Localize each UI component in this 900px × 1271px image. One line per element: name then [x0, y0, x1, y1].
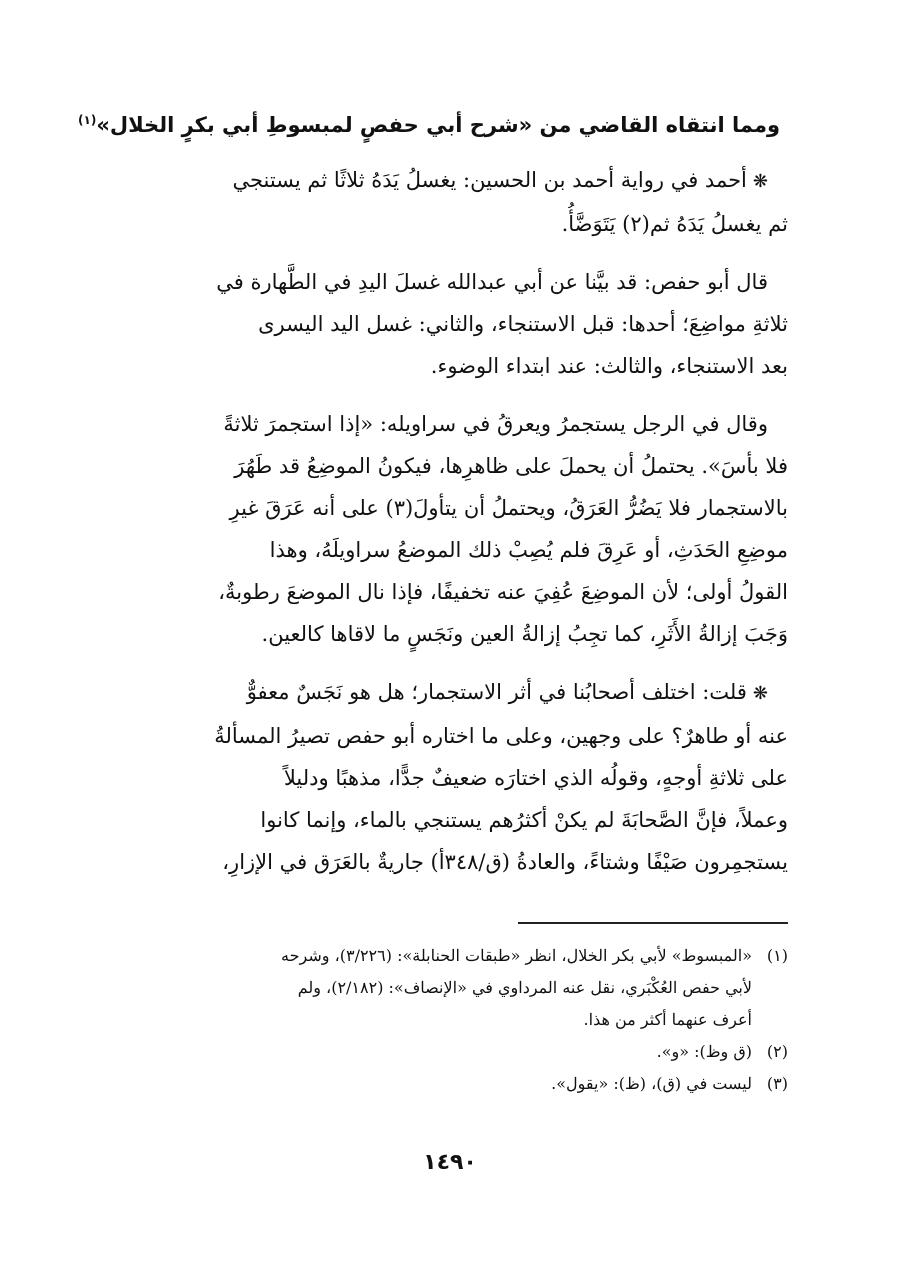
paragraph-line: يستجمِرون صَيْفًا وشتاءً، والعادةُ (ق/٣٤٨أ) جاريةٌ بالعَرَق في الإزارِ، [222, 850, 788, 874]
footnote-number: (٣) [766, 1074, 788, 1093]
footnotes [98, 940, 788, 1100]
footnote-line: لأبي حفص العُكْبَري، نقل عنه المرداوي في «الإنصاف»: (٢/١٨٢)، ولم [297, 978, 752, 997]
page-body [78, 100, 788, 899]
paragraph-1 [98, 159, 788, 245]
paragraph-line: بعد الاستنجاء، والثالث: عند ابتداء الوضوء. [430, 354, 788, 378]
paragraph-line: ثم يغسلُ يَدَهُ ثم(٢) يَتَوَضَّأُ. [561, 212, 788, 236]
paragraph-4 [98, 671, 788, 883]
asterisk-marker-icon: ❋ [752, 171, 768, 192]
footnote-2 [98, 1036, 788, 1068]
paragraph-line: قال أبو حفص: قد بيَّنا عن أبي عبدالله غسلَ اليدِ في الطَّهارة في [216, 270, 768, 294]
footnote-number: (٢) [766, 1042, 788, 1061]
footnote-line: ليست في (ق)، (ظ): «يقول». [551, 1074, 752, 1093]
heading-footnote-ref: (١) [78, 113, 97, 127]
paragraph-line: وقال في الرجل يستجمرُ ويعرقُ في سراويله: «إذا استجمرَ ثلاثةً [223, 412, 768, 436]
footnote-line: أعرف عنهما أكثر من هذا. [583, 1010, 752, 1029]
paragraph-line: وَجَبَ إزالةُ الأَثَرِ، كما تجِبُ إزالةُ العين ونَجَسٍ ما لاقاها كالعين. [261, 622, 788, 646]
footnote-line: «المبسوط» لأبي بكر الخلال، انظر «طبقات الحنابلة»: (٣/٢٢٦)، وشرحه [281, 946, 752, 965]
paragraph-line: قلت: اختلف أصحابُنا في أثر الاستجمار؛ هل هو نَجَسٌ معفوٌّ [246, 680, 747, 704]
asterisk-marker-icon: ❋ [752, 683, 768, 704]
paragraph-line: أحمد في رواية أحمد بن الحسين: يغسلُ يَدَهُ ثلاثًا ثم يستنجي [232, 168, 747, 192]
paragraph-line: على ثلاثةِ أوجهٍ، وقولُه الذي اختارَه ضعيفٌ جدًّا، مذهبًا ودليلاً [283, 766, 788, 790]
footnote-number: (١) [766, 946, 788, 965]
footnote-text [98, 1068, 752, 1100]
paragraph-line: القولُ أولى؛ لأن الموضِعَ عُفِيَ عنه تخفيفًا، فإذا نال الموضعَ رطوبةٌ، [218, 580, 788, 604]
paragraph-3 [98, 403, 788, 655]
footnote-1 [98, 940, 788, 1036]
page-number: ١٤٩٠ [423, 1150, 477, 1175]
footnote-3 [98, 1068, 788, 1100]
paragraph-line: فلا بأسَ». يحتملُ أن يحملَ على ظاهرِها، فيكونُ الموضِعُ قد طَهُرَ [234, 454, 788, 478]
footnote-text [98, 940, 752, 1036]
paragraph-line: عنه أو طاهرٌ؟ على وجهين، وعلى ما اختاره أبو حفص تصيرُ المسألةُ [214, 724, 788, 748]
heading-text: ومما انتقاه القاضي من «شرح أبي حفصٍ لمبسوطِ أبي بكرٍ الخلال» [96, 113, 780, 137]
separator-line [518, 922, 788, 924]
paragraph-line: موضِعِ الحَدَثِ، أو عَرِقَ فلم يُصِبْ ذلك الموضعُ سراويلَهُ، وهذا [269, 538, 788, 562]
footnote-text [98, 1036, 752, 1068]
paragraph-line: وعملاً، فإنَّ الصَّحابَةَ لم يكنْ أكثرُهم يستنجي بالماء، وإنما كانوا [260, 808, 788, 832]
section-heading [78, 100, 780, 145]
paragraph-line: ثلاثةِ مواضِعَ؛ أحدها: قبل الاستنجاء، والثاني: غسل اليد اليسرى [258, 312, 788, 336]
paragraph-line: بالاستجمار فلا يَضُرُّ العَرَقُ، ويحتملُ أن يتأولَ(٣) على أنه عَرَقَ غيرِ [229, 496, 788, 520]
footnote-line: (ق وظ): «و». [656, 1042, 752, 1061]
paragraph-2 [98, 261, 788, 387]
